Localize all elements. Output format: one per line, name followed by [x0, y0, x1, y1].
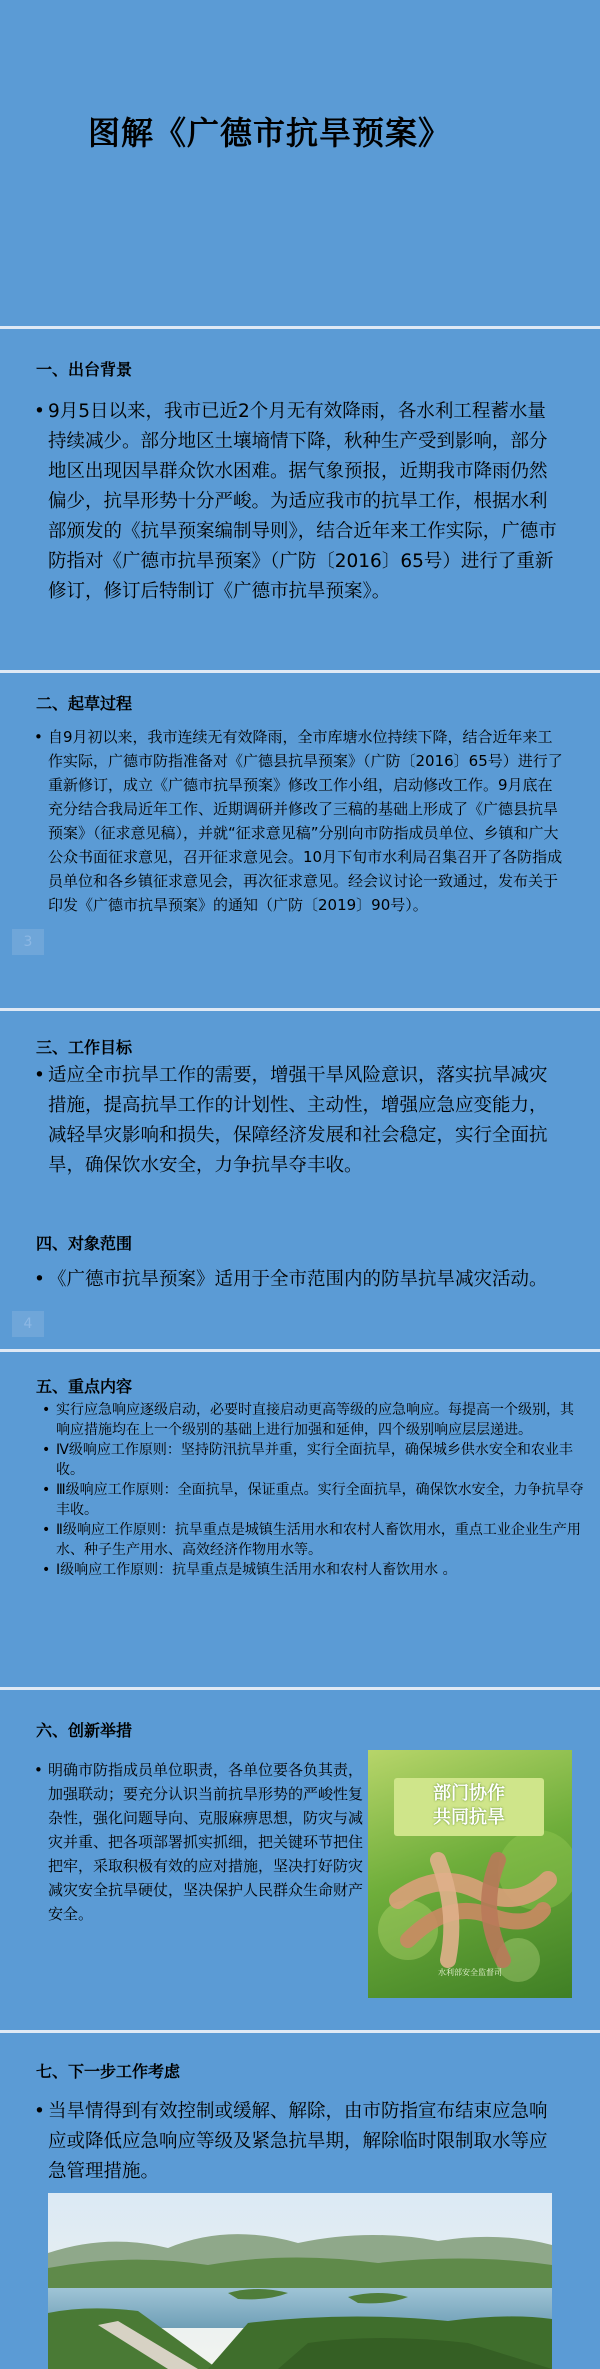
- section-bullet: [34, 725, 564, 917]
- page-number: 3: [12, 929, 44, 955]
- bullet-dot: •: [34, 1065, 45, 1086]
- section-heading: 六、创新举措: [36, 1721, 133, 1740]
- section-text: 自9月初以来，我市连续无有效降雨，全市库塘水位持续下降，结合近年来工作实际，广德市防指准备对《广德县抗旱预案》（广防〔2016〕65号）进行了重新修订，成立《广德市抗旱预案》修改工作小组，启动修改工作。9月底在充分结合我局近年工作、近期调研并修改了三稿的基础上形成了《广德县抗旱预案》（征求意见稿），并就“征求意见稿”分别向市防指成员单位、乡镇和广大公众书面征求意见，召开征求意见会。10月下旬市水利局召集召开了各防指成员单位和各乡镇征求意见会，再次征求意见。经会议讨论一致通过，发布关于印发《广德市抗旱预案》的通知（广防〔2019〕90号）。: [48, 728, 563, 914]
- section-heading: 二、起草过程: [36, 694, 133, 713]
- key-content-list: [40, 1400, 585, 1580]
- poster-title-line: 部门协作: [433, 1783, 505, 1804]
- section-heading: 一、出台背景: [36, 360, 133, 379]
- list-item: • Ⅰ级响应工作原则：抗旱重点是城镇生活用水和农村人畜饮用水 。: [40, 1560, 585, 1580]
- page-title: 图解《广德市抗旱预案》: [88, 114, 452, 152]
- poster-footer: 水利部安全监督司: [438, 1968, 502, 1977]
- section-text: 《广德市抗旱预案》适用于全市范围内的防旱抗旱减灾活动。: [48, 1269, 548, 1290]
- section-heading: 七、下一步工作考虑: [36, 2062, 181, 2081]
- list-item: • 实行应急响应逐级启动，必要时直接启动更高等级的应急响应。每提高一个级别，其响应措施均在上一个级别的基础上进行加强和延伸，四个级别响应层层递进。: [40, 1400, 585, 1440]
- section-bullet: [34, 1061, 564, 1181]
- section-text: 9月5日以来，我市已近2个月无有效降雨，各水利工程蓄水量持续减少。部分地区土壤墒情下降，秋种生产受到影响，部分地区出现因旱群众饮水困难。据气象预报，近期我市降雨仍然偏少，抗旱形势十分严峻。为适应我市的抗旱工作，根据水利部颁发的《抗旱预案编制导则》，结合近年来工作实际，广德市防指对《广德市抗旱预案》（广防〔2016〕65号）进行了重新修订，修订后特制订《广德市抗旱预案》。: [48, 401, 557, 602]
- bullet-dot: •: [34, 728, 43, 746]
- section-heading: 三、工作目标: [36, 1038, 133, 1057]
- bullet-dot: •: [34, 1761, 43, 1779]
- section-heading: 四、对象范围: [36, 1234, 133, 1253]
- list-item: • Ⅳ级响应工作原则：坚持防汛抗旱并重，实行全面抗旱，确保城乡供水安全和农业丰收。: [40, 1440, 585, 1480]
- section-bullet: [34, 2097, 564, 2187]
- landscape-art: [48, 2193, 552, 2369]
- bullet-dot: •: [34, 2101, 45, 2122]
- section-heading: 五、重点内容: [36, 1377, 133, 1396]
- reservoir-landscape-image: [48, 2193, 552, 2369]
- section-goals-scope: [0, 1011, 600, 1349]
- title-slide: [0, 0, 600, 326]
- section-key-content: [0, 1352, 600, 1687]
- section-bullet: [34, 1758, 364, 1926]
- section-text: 明确市防指成员单位职责，各单位要各负其责，加强联动；要充分认识当前抗旱形势的严峻性复杂性，强化问题导向、克服麻痹思想，防灾与减灾并重、把各项部署抓实抓细，把关键环节把住把牢，采取积极有效的应对措施，坚决打好防灾减灾安全抗旱硬仗，坚决保护人民群众生命财产安全。: [48, 1761, 364, 1923]
- section-bullet: [34, 1265, 564, 1295]
- page-number: 4: [12, 1311, 44, 1337]
- list-item: • Ⅲ级响应工作原则：全面抗旱，保证重点。实行全面抗旱，确保饮水安全，力争抗旱夺丰收。: [40, 1480, 585, 1520]
- section-drafting: [0, 673, 600, 1008]
- poster-title-line: 共同抗旱: [433, 1807, 505, 1828]
- bullet-dot: •: [34, 401, 45, 422]
- section-background: [0, 329, 600, 670]
- bullet-dot: •: [34, 1269, 45, 1290]
- section-text: 适应全市抗旱工作的需要，增强干旱风险意识，落实抗旱减灾措施，提高抗旱工作的计划性、主动性，增强应急应变能力，减轻旱灾影响和损失，保障经济发展和社会稳定，实行全面抗旱，确保饮水安全，力争抗旱夺丰收。: [48, 1065, 548, 1176]
- section-bullet: [34, 397, 564, 607]
- poster-title-band: [394, 1778, 544, 1836]
- poster-image: [368, 1750, 572, 1998]
- list-item: • Ⅱ级响应工作原则：抗旱重点是城镇生活用水和农村人畜饮用水，重点工业企业生产用水、种子生产用水、高效经济作物用水等。: [40, 1520, 585, 1560]
- section-text: 当旱情得到有效控制或缓解、解除，由市防指宣布结束应急响应或降低应急响应等级及紧急抗旱期，解除临时限制取水等应急管理措施。: [48, 2101, 548, 2182]
